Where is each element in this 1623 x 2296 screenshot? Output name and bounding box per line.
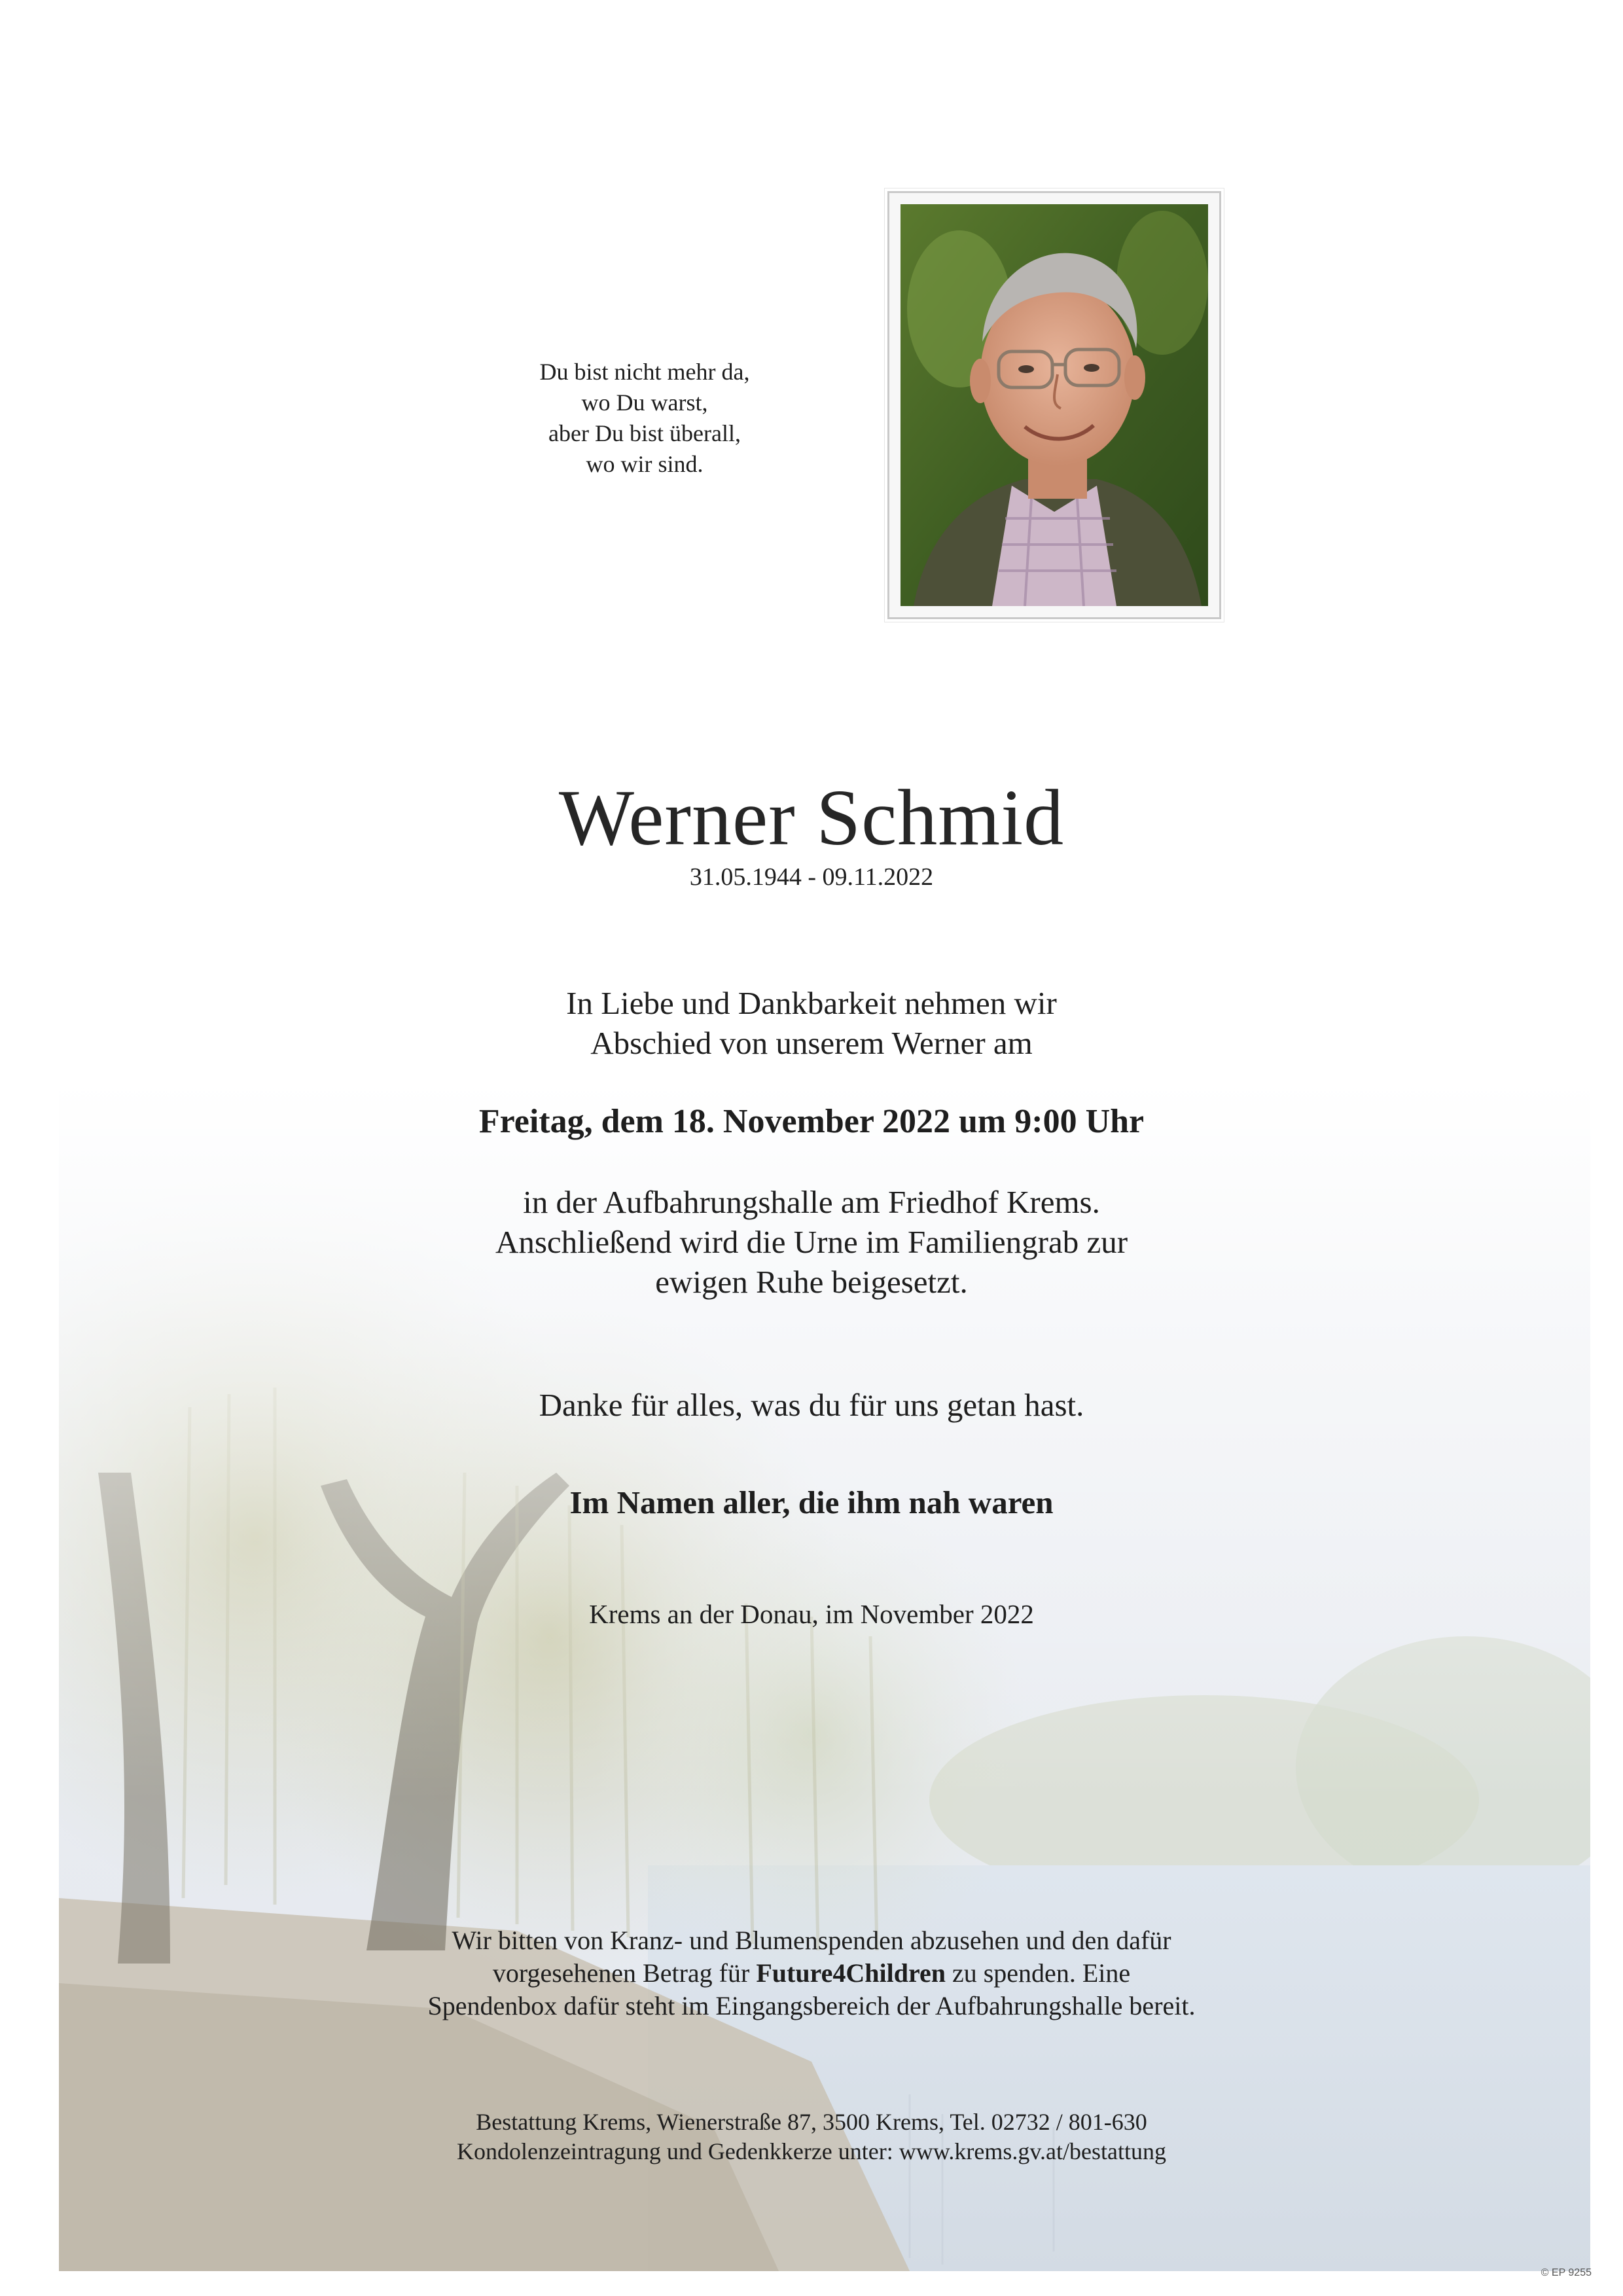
charity-name: Future4Children: [756, 1958, 946, 1988]
memorial-quote: [458, 357, 831, 480]
intro-text: [0, 983, 1623, 1063]
donation-line: [0, 1957, 1623, 1990]
quote-line: wo wir sind.: [586, 451, 704, 477]
location-line: in der Aufbahrungshalle am Friedhof Krems.: [523, 1184, 1100, 1220]
life-dates: 31.05.1944 - 09.11.2022: [689, 863, 934, 891]
location-line: ewigen Ruhe beigesetzt.: [655, 1264, 968, 1300]
deceased-name: Werner Schmid: [558, 774, 1065, 862]
intro-line: In Liebe und Dankbarkeit nehmen wir: [566, 985, 1057, 1021]
quote-line: aber Du bist überall,: [548, 420, 741, 446]
location-line: Anschließend wird die Urne im Familiengrab zur: [495, 1224, 1128, 1260]
donation-note: [0, 1924, 1623, 2022]
donation-line: Spendenbox dafür steht im Eingangsbereich der Aufbahrungshalle bereit.: [427, 1991, 1196, 2020]
footer-address: Bestattung Krems, Wienerstraße 87, 3500 Krems, Tel. 02732 / 801-630: [476, 2109, 1147, 2135]
thanks-text: Danke für alles, was du für uns getan hast.: [539, 1387, 1084, 1423]
intro-line: Abschied von unserem Werner am: [590, 1025, 1033, 1061]
ceremony-date-time: Freitag, dem 18. November 2022 um 9:00 Uhr: [478, 1103, 1145, 1140]
portrait-photo: [901, 204, 1208, 606]
quote-line: wo Du warst,: [581, 389, 708, 416]
print-code: © EP 9255: [1541, 2267, 1592, 2278]
donation-text: zu spenden. Eine: [945, 1958, 1131, 1988]
family-signature: Im Namen aller, die ihm nah waren: [569, 1484, 1054, 1520]
ceremony-location: [0, 1182, 1623, 1302]
quote-line: Du bist nicht mehr da,: [539, 359, 750, 385]
funeral-home-footer: [0, 2108, 1623, 2166]
place-and-date: Krems an der Donau, im November 2022: [589, 1599, 1034, 1629]
donation-text: vorgesehenen Betrag für: [492, 1958, 757, 1988]
footer-condolence-link: Kondolenzeintragung und Gedenkkerze unter: www.krems.gv.at/bestattung: [456, 2138, 1166, 2164]
portrait-photo-frame: [887, 191, 1221, 619]
donation-line: Wir bitten von Kranz- und Blumenspenden abzusehen und den dafür: [452, 1926, 1171, 1955]
